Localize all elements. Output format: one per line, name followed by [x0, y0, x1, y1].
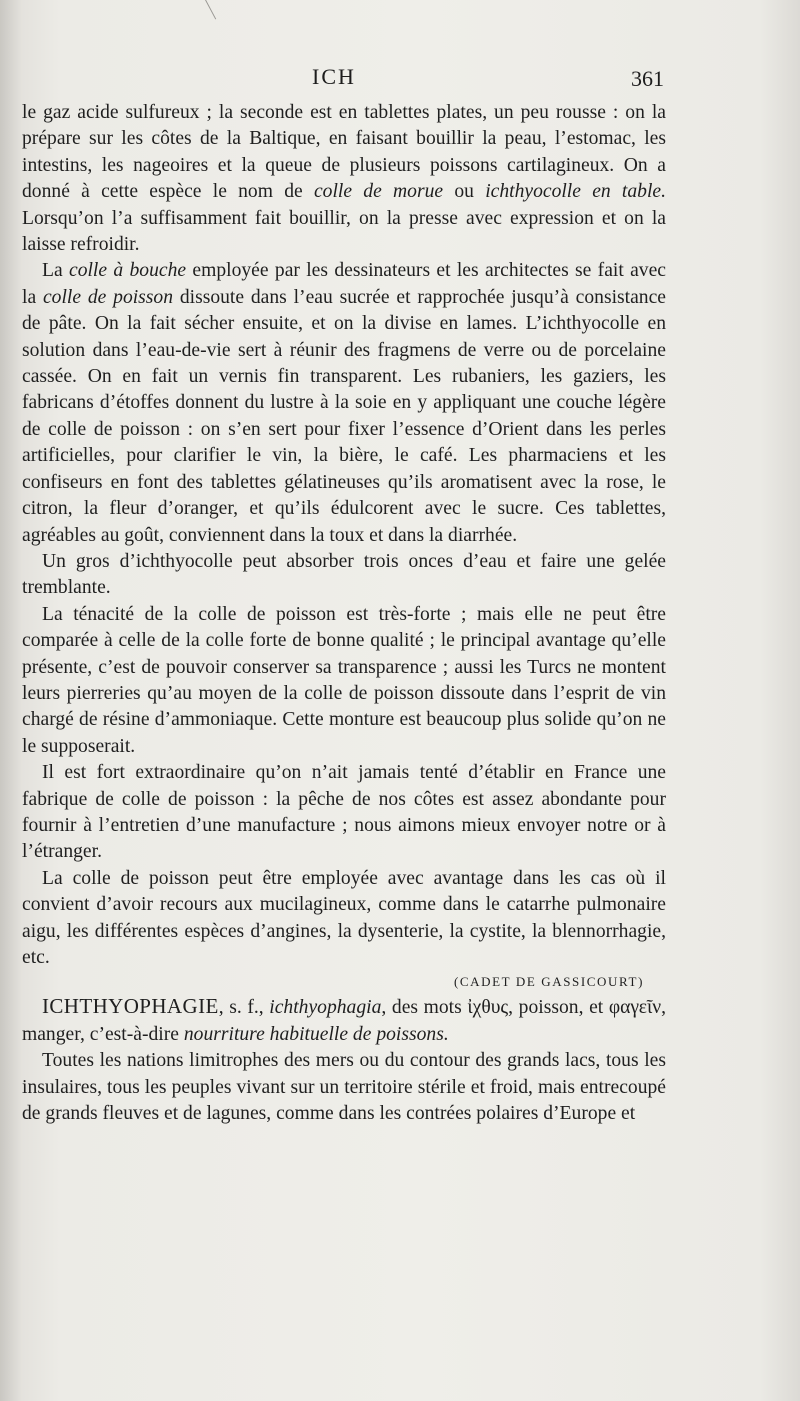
- text-run: , des mots ἰχθυς, poisson, et φαγεῖν, manger, c’est-à-dire: [22, 997, 666, 1045]
- italic-text: ichthyophagia: [269, 997, 382, 1019]
- text-run: Lorsqu’on l’a suffisamment fait bouillir, on la presse avec expression et on la laisse refroidir.: [22, 207, 666, 256]
- text-run: La colle de poisson peut être employée avec avantage dans les cas où il convient d’avoir recours aux mucilagineux, comme dans le catarrhe pulmonaire aigu, les différentes espèces d’angines, la dysenterie, la cystite, la blennorrhagie, etc.: [22, 867, 666, 968]
- italic-text: colle de morue: [313, 181, 444, 203]
- text-run: employée par les dessinateurs et les architectes se fait avec la: [22, 260, 666, 308]
- text-run: La ténacité de la colle de poisson est très-forte ; mais elle ne peut être comparée à celle de la colle forte de bonne qualité ; le principal avantage qu’elle présente, c’est de pouvoir conserver sa transparence ; aussi les Turcs ne montent leurs pierreries qu’au moyen de la colle de poisson dissoute dans l’esprit de vin chargé de résine d’ammoniaque. Cette monture est beaucoup plus solide qu’on ne le supposerait.: [22, 603, 666, 757]
- entry-definition: [22, 993, 666, 1048]
- text-run: Il est fort extraordinaire qu’on n’ait jamais tenté d’établir en France une fabrique de colle de poisson : la pêche de nos côtes est assez abondante pour fournir à l’entretien d’une manufacture ; nous aimons mieux envoyer notre or à l’étranger.: [22, 762, 666, 863]
- paragraph: [22, 866, 666, 972]
- italic-text: colle de poisson: [42, 286, 174, 308]
- text-run: Un gros d’ichthyocolle peut absorber trois onces d’eau et faire une gelée tremblante.: [22, 550, 666, 599]
- text-run: ou: [443, 181, 486, 203]
- italic-text: colle à bouche: [69, 260, 187, 282]
- paragraph: [22, 760, 666, 866]
- text-run: le gaz acide sulfureux ; la seconde est en tablettes plates, un peu rousse : on la prépare sur les côtes de la Baltique, en faisant bouillir la peau, l’estomac, les intestins, les nageoires et la queue de plusieurs poissons cartilagineux. On a donné à cette espèce le nom de: [22, 102, 666, 203]
- italic-text: nourriture habituelle de poissons.: [183, 1023, 449, 1045]
- text-run: , s. f.,: [218, 997, 270, 1019]
- paragraph: [22, 602, 666, 760]
- article-text: [22, 100, 666, 1127]
- paragraph: [22, 549, 666, 602]
- page-number: 361: [631, 66, 664, 91]
- paragraph: [22, 258, 666, 548]
- closing-paragraph: [22, 1048, 666, 1127]
- paragraph-list: [22, 100, 666, 971]
- page-crease: [205, 0, 216, 19]
- running-head-word: ICH: [312, 64, 356, 89]
- entry-headword: ICHTHYOPHAGIE: [42, 994, 219, 1019]
- author-attribution: (CADET DE GASSICOURT): [453, 974, 644, 990]
- paragraph: [22, 100, 666, 258]
- text-run: Toutes les nations limitrophes des mers ou du contour des grands lacs, tous les insulaires, tous les peuples vivant sur un territoire stérile et froid, mais entrecoupé de grands fleuves et de lagunes, comme dans les contrées polaires d’Europe et: [22, 1050, 666, 1125]
- italic-text: ichthyocolle en table.: [485, 181, 667, 203]
- running-head: [22, 64, 664, 94]
- text-run: La: [42, 260, 69, 282]
- text-run: dissoute dans l’eau sucrée et rapprochée jusqu’à consistance de pâte. On la fait sécher ensuite, et on la divise en lames. L’ichthyocolle en solution dans l’eau-de-vie sert à réunir des fragmens de verre ou de porcelaine cassée. On en fait un vernis fin transparent. Les rubaniers, les gaziers, les fabricans d’étoffes donnent du lustre à la soie en y appliquant une couche légère de colle de poisson : on s’en sert pour fixer l’essence d’Orient dans les perles artificielles, pour clarifier le vin, la bière, le café. Les pharmaciens et les confiseurs en font des tablettes gélatineuses qu’ils aromatisent avec la rose, le citron, la fleur d’oranger, et qu’ils édulcorent avec le sucre. Ces tablettes, agréables au goût, conviennent dans la toux et dans la diarrhée.: [22, 286, 666, 546]
